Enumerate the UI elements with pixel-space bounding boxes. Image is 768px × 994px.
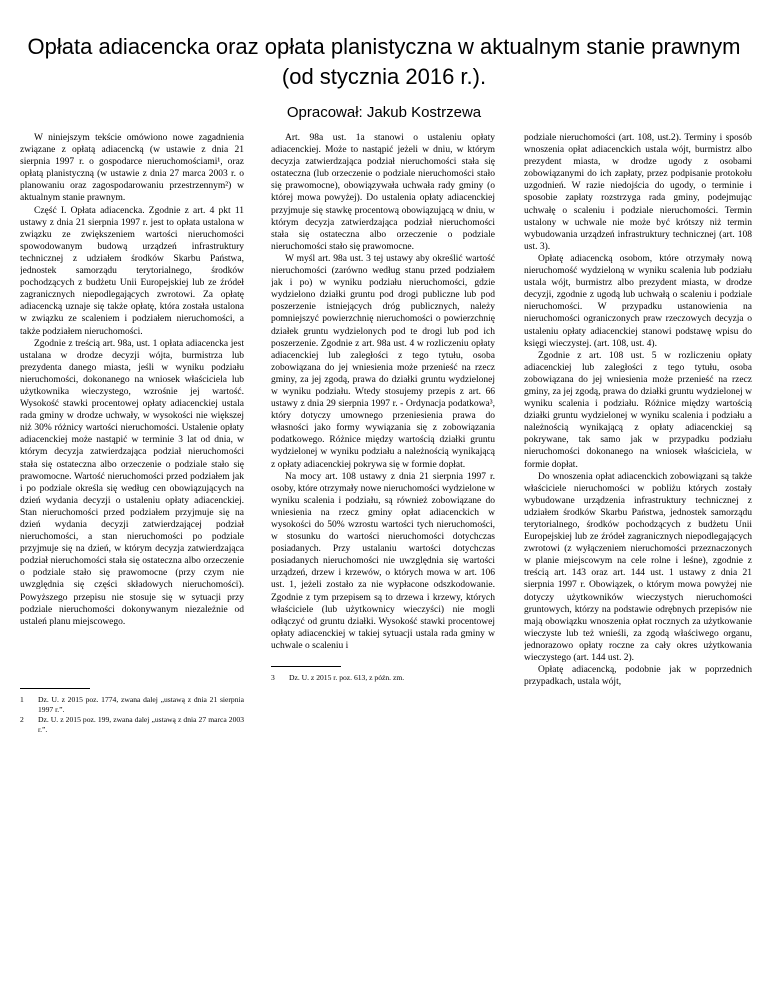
footnote-text: Dz. U. z 2015 poz. 199, zwana dalej „ustawą z dnia 27 marca 2003 r.”.: [38, 714, 244, 734]
paragraph: Zgodnie z treścią art. 98a, ust. 1 opłata adiacencka jest ustalana w drodze decyzji wójta, burmistrza lub prezydenta danego miasta, jeśli w wyniku podziału nieruchomości, dokonanego na wniosek właściciela lub użytkownika wieczystego, wzrośnie jej wartość. Wysokość stawki procentowej opłaty adiacenckiej ustala rada gminy w drodze uchwały, w wysokości nie większej niż 30% różnicy wartości nieruchomości. Ustalenie opłaty adiacenckiej może nastąpić w terminie 3 lat od dnia, w którym decyzja zatwierdzająca podział nieruchomości stała się ostateczna albo orzeczenie o podziale stało się prawomocne. Wartość nieruchomości przed podziałem jak i po podziale określa się według cen obowiązujących na dzień wydania decyzji o ustaleniu opłaty adiacenckiej. Stan nieruchomości przed podziałem przyjmuje się na dzień wydania decyzji zatwierdzającej podział nieruchomości, a stan nieruchomości po podziale przyjmuje się na dzień, w którym decyzja zatwierdzająca podział nieruchomości stała się ostateczna albo orzeczenie o podziale stało się prawomocne (przy czym nie uwzględnia się części składowych nieruchomości). Powyższego przepisu nie stosuje się w sytuacji przy podziale nieruchomości dokonywanym niezależnie od ustaleń planu miejscowego.: [20, 338, 244, 627]
footnote-number: 3: [271, 673, 275, 683]
document-author: Opracował: Jakub Kostrzewa: [286, 104, 482, 121]
footnote-divider: [20, 688, 90, 689]
footnote: [271, 673, 495, 683]
paragraph: Część I. Opłata adiacencka. Zgodnie z art. 4 pkt 11 ustawy z dnia 21 sierpnia 1997 r. jest to opłata ustalona w związku ze zwiększeniem wartości nieruchomości spowodowanym budową urządzeń infrastruktury technicznej z udziałem środków Skarbu Państwa, jednostek samorządu terytorialnego, środków pochodzących z budżetu Unii Europejskiej lub ze źródeł zagranicznych niepodlegających zwrotowi. Za opłatę adiacencką uznaje się także opłatę, która została ustalona w związku ze scaleniem i podziałem nieruchomości, a także podziałem nieruchomości.: [20, 205, 244, 337]
paragraph: podziale nieruchomości (art. 108, ust.2). Terminy i sposób wnoszenia opłat adiacenckich ustala wójt, burmistrz albo prezydent miasta, w drodze ugody z osobami zobowiązanymi do ich zapłaty, przez podpisanie protokołu uzgodnień. W razie niedojścia do ugody, o terminie i sposobie zapłaty rozstrzyga rada gminy, podejmując uchwałę o scaleniu i podziale nieruchomości. Termin ustalony w uchwale nie może być krótszy niż termin wybudowania urządzeń infrastruktury technicznej (art. 108 ust. 3).: [524, 133, 752, 252]
footnote-divider: [271, 666, 341, 667]
footnote-number: 2: [20, 714, 24, 724]
text-column-2: [271, 132, 495, 990]
paragraph: W myśl art. 98a ust. 3 tej ustawy aby określić wartość nieruchomości (zarówno według stanu przed podziałem jak i po) w wyniku podziału nieruchomości, gdzie wydzielono działki gruntu pod drogi publiczne lub pod poszerzenie istniejących dróg publicznych, należy pomniejszyć powierzchnię nieruchomości o powierzchnię działek gruntu wydzielonych pod te drogi lub pod ich poszerzenie. Zgodnie z art. 98a ust. 4 w rozliczeniu opłaty adiacenckiej lub zaległości z tego tytułu, osoba zobowiązana do jej wniesienia może przenieść na rzecz gminy, za jej zgodą, prawa do działki gruntu wydzielonej w wyniku podziału. Wtedy stosujemy przepis z art. 66 ustawy z dnia 29 sierpnia 1997 r. - Ordynacja podatkowa³, który dotyczy umownego przeniesienia prawa do własności jako formy wywiązania się z zobowiązania podatkowego. Różnice między wartością działki gruntu wydzielonej w wyniku podziału a należnością wynikającą z opłaty adiacenckiej pokrywa się w formie dopłat.: [271, 253, 495, 470]
paragraph: Na mocy art. 108 ustawy z dnia 21 sierpnia 1997 r. osoby, które otrzymały nowe nieruchomości wydzielone w wyniku scalenia i podziału, są również zobowiązane do wniesienia na rzecz gminy opłat adiacenckich w wysokości do 50% wzrostu wartości tych nieruchomości, w stosunku do wartości nieruchomości dotychczas posiadanych. Przy ustalaniu wartości dotychczas posiadanych nieruchomości nie uwzględnia się wartości urządzeń, drzew i krzewów, o których mowa w art. 106 ust. 1, jeżeli zostało za nie wypłacone odszkodowanie. Zgodnie z tym przepisem są to drzewa i krzewy, których właściciele (lub użytkownicy wieczyści) nie mogli odłączyć od gruntu działki. Wysokość stawki procentowej opłaty adiacenckiej w takiej sytuacji ustala rada gminy w uchwale o scaleniu i: [271, 471, 495, 651]
document-title: Opłata adiacencka oraz opłata planistyczna w aktualnym stanie prawnym (od stycznia 2016 r.).: [27, 34, 741, 89]
footnote-text: Dz. U. z 2015 r. poz. 613, z późn. zm.: [289, 673, 405, 683]
footnote: [20, 715, 244, 735]
paragraph: W niniejszym tekście omówiono nowe zagadnienia związane z opłatą adiacencką (w ustawie z dnia 21 sierpnia 1997 r. o gospodarce nieruchomościami¹, oraz opłatą planistyczną (w ustawie z dnia 27 marca 2003 r. o planowaniu oraz zagospodarowaniu przestrzennym²) w aktualnym stanie prawnym.: [20, 133, 244, 204]
paragraph: Zgodnie z art. 108 ust. 5 w rozliczeniu opłaty adiacenckiej lub zaległości z tego tytułu, osoba zobowiązana do jej wniesienia może przenieść na rzecz gminy, za jej zgodą, prawa do działki gruntu wydzielonej w wyniku scalenia i podziału. Różnice między wartością działki gruntu wydzielonej w wyniku scalenia i podziału a należnością wynikającą z opłaty adiacenckiej są pokrywane, tak samo jak w przypadku podziału nieruchomości dokonanego na wniosek właściciela, w formie dopłat.: [524, 350, 752, 470]
footnote: [20, 695, 244, 715]
paragraph: Do wnoszenia opłat adiacenckich zobowiązani są także właściciele nieruchomości w pobliżu których zostały wybudowane urządzenia infrastruktury technicznej z udziałem środków Skarbu Państwa, jednostek samorządu terytorialnego, środków pochodzących z budżetu Unii Europejskiej lub ze źródeł zagranicznych niepodlegających zwrotowi (z wyłączeniem nieruchomości przeznaczonych w planie miejscowym na cele rolne i leśne), zgodnie z treścią art. 143 oraz art. 144 ust. 1 ustawy z dnia 21 sierpnia 1997 r. Obowiązek, o którym mowa powyżej nie dotyczy użytkowników wieczystych nieruchomości gruntowych, którzy na podstawie odrębnych przepisów nie mają obowiązku wnoszenia opłat rocznych za użytkowanie wieczyste lub też wnieśli, za zgodą właściwego organu, jednorazowo opłaty roczne za cały okres użytkowania wieczystego (art. 144 ust. 2).: [524, 471, 752, 664]
paragraph: Opłatę adiacencką, podobnie jak w poprzednich przypadkach, ustala wójt,: [524, 665, 752, 688]
text-column-3: [524, 132, 752, 990]
paragraph: Art. 98a ust. 1a stanowi o ustaleniu opłaty adiacenckiej. Może to nastąpić jeżeli w dniu, w którym decyzja zatwierdzająca podział nieruchomości stała się ostateczna (lub orzeczenie o podziale nieruchomości stało się prawomocne), obowiązywała uchwała rady gminy (o której mowa powyżej). Do ustalenia opłaty adiacenckiej przyjmuje się stawkę procentową obowiązującą w dniu, w którym decyzja zatwierdzająca podział nieruchomości stała się ostateczna albo orzeczenie o podziale nieruchomości stało się prawomocne.: [271, 133, 495, 252]
paragraph: Opłatę adiacencką osobom, które otrzymały nową nieruchomość wydzieloną w wyniku scalenia lub podziału ustala wójt, burmistrz albo prezydent miasta, w drodze decyzji, zgodnie z ugodą lub uchwałą o scaleniu i podziale nieruchomości. W przypadku ustanowienia na nieruchomości ograniczonych praw rzeczowych decyzja o ustaleniu opłaty adiacenckiej stanowi podstawę wpisu do księgi wieczystej. (art. 108, ust. 4).: [524, 253, 752, 349]
text-column-1: [20, 132, 244, 990]
footnote-number: 1: [20, 694, 24, 704]
footnote-text: Dz. U. z 2015 poz. 1774, zwana dalej „ustawą z dnia 21 sierpnia 1997 r.”.: [38, 694, 244, 714]
